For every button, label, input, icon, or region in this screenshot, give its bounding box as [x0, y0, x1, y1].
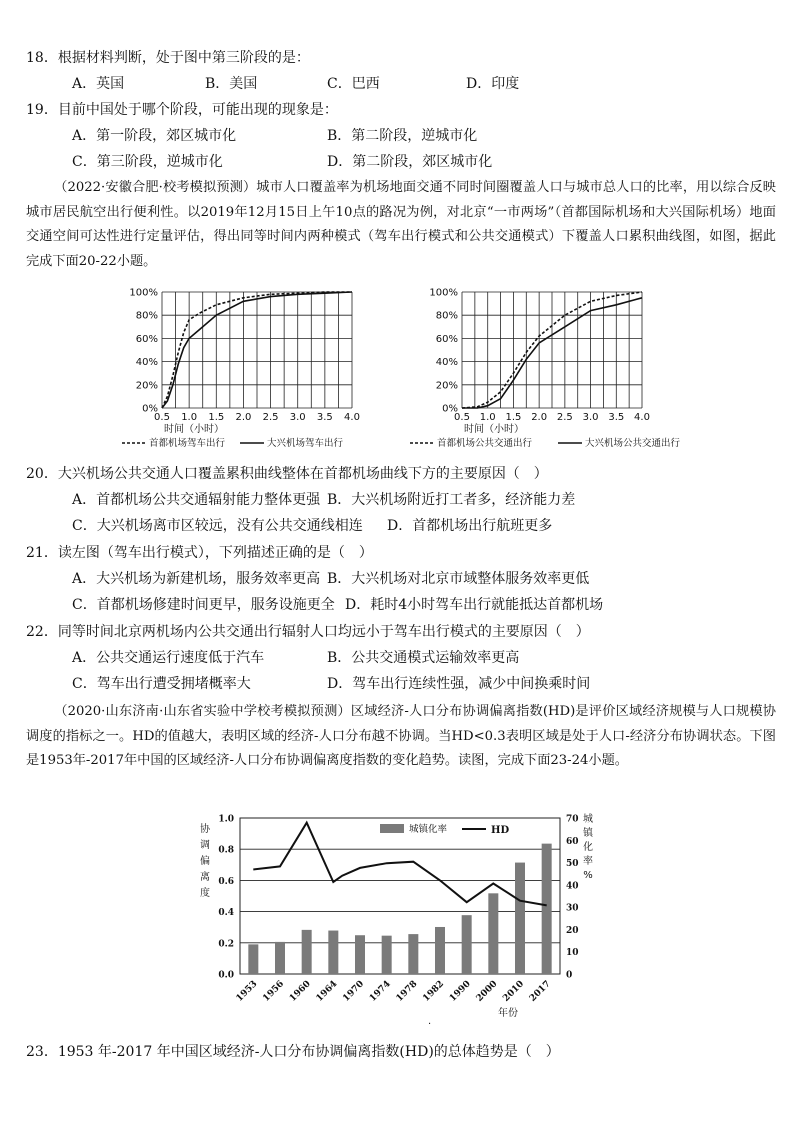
- x-tick-label: 3.5: [608, 412, 625, 423]
- chart-dot: .: [428, 1016, 432, 1027]
- q21-option-b: B．大兴机场对北京市域整体服务效率更低: [327, 571, 590, 587]
- y-tick-label: 40%: [135, 357, 158, 369]
- x-tick-label: 1.5: [505, 412, 522, 423]
- q20-option-b: B．大兴机场附近打工者多，经济能力差: [327, 492, 576, 508]
- chart-hd-urbanization: [190, 808, 610, 1028]
- y2-tick-label: 40: [566, 881, 579, 892]
- chart-transit-coverage: [410, 284, 710, 454]
- x-tick-label: 3.0: [582, 412, 599, 423]
- y-tick-label: 0%: [442, 403, 458, 415]
- x-tick-label: 1.0: [479, 412, 496, 423]
- q20-option-a: A．首都机场公共交通辐射能力整体更强: [72, 492, 321, 508]
- legend-label: 城镇化率: [409, 824, 448, 835]
- x-tick-label: 1978: [394, 979, 420, 1004]
- y2-tick-label: 0: [566, 970, 573, 981]
- x-tick-label: 1956: [261, 979, 287, 1004]
- y2-tick-label: 30: [566, 903, 579, 914]
- y-tick-label: 80%: [135, 310, 158, 322]
- passage-airport: [26, 176, 776, 274]
- bar-urbanization: [328, 931, 338, 974]
- x-tick-label: 1.5: [208, 412, 225, 423]
- y-tick-label: 80%: [435, 310, 458, 322]
- passage-hd: [26, 700, 776, 774]
- q19-option-d: D．第二阶段，郊区城市化: [327, 154, 493, 170]
- legend-swatch-bar: [380, 824, 404, 833]
- x-tick-label: 2.5: [556, 412, 573, 423]
- x-tick-label: 4.0: [344, 412, 360, 423]
- q22-option-c: C．驾车出行遭受拥堵概率大: [72, 676, 251, 692]
- legend-label: 首都机场驾车出行: [149, 438, 226, 449]
- q22-stem: 22．同等时间北京两机场内公共交通出行辐射人口均远小于驾车出行模式的主要原因（ ）: [26, 624, 590, 640]
- bar-urbanization: [275, 942, 285, 974]
- q18-option-c: C．巴西: [327, 76, 380, 92]
- passage-airport-text: （2022·安徽合肥·校考模拟预测）城市人口覆盖率为机场地面交通不同时间圈覆盖人口与城市总人口的比率，用以综合反映城市居民航空出行便利性。以2019年12月15日上午10点的路况为例，对北京“一市两场”（首都国际机场和大兴国际机场）地面交通空间可达性进行定量评估，得出同等时间内两种模式（驾车出行模式和公共交通模式）下覆盖人口累积曲线图，如图，据此完成下面20-22小题。: [26, 180, 776, 269]
- y-tick-label: 60%: [435, 333, 458, 345]
- q18-option-a: A．英国: [72, 76, 125, 92]
- y-tick-label: 0.2: [218, 939, 234, 950]
- x-tick-label: 2017: [527, 979, 553, 1004]
- q22-option-b: B．公共交通模式运输效率更高: [327, 650, 520, 666]
- y2-axis-label-char: %: [583, 870, 593, 881]
- y-tick-label: 60%: [135, 333, 158, 345]
- q18-option-b: B．美国: [205, 76, 258, 92]
- bar-urbanization: [382, 936, 392, 974]
- passage-hd-text: （2020·山东济南·山东省实验中学校考模拟预测）区域经济-人口分布协调偏离指数(HD)是评价区域经济规模与人口规模协调度的指标之一。HD的值越大，表明区域的经济-人口分布越不协调。当HD<0.3表明区域是处于人口-经济分布协调状态。下图是1953年-2017年中国的区域经济-人口分布协调偏离度指数的变化趋势。读图，完成下面23-24小题。: [26, 704, 776, 768]
- bar-urbanization: [355, 935, 365, 974]
- y-tick-label: 0.8: [218, 845, 234, 856]
- x-tick-label: 1974: [367, 979, 393, 1004]
- q18-option-d: D．印度: [466, 76, 520, 92]
- y-axis-label-char: 调: [200, 840, 210, 851]
- x-tick-label: 1982: [421, 979, 447, 1004]
- x-tick-label: 2.0: [235, 412, 252, 423]
- q21-option-a: A．大兴机场为新建机场，服务效率更高: [72, 571, 321, 587]
- y-axis-label-char: 度: [200, 888, 210, 899]
- x-tick-label: 2.0: [531, 412, 548, 423]
- y-axis-label-char: 协: [200, 824, 210, 835]
- y-axis-label-char: 偏: [200, 856, 210, 867]
- y2-axis-label-char: 率: [583, 856, 593, 867]
- x-tick-label: 1953: [234, 979, 260, 1004]
- x-tick-label: 1960: [287, 979, 313, 1004]
- y2-axis-label-char: 镇: [583, 828, 593, 839]
- x-tick-label: 2000: [474, 979, 500, 1004]
- x-tick-label: 2.5: [262, 412, 279, 423]
- q19-option-c: C．第三阶段，逆城市化: [72, 154, 223, 170]
- x-tick-label: 1.0: [181, 412, 198, 423]
- x-axis-label: 时间（小时）: [164, 424, 224, 435]
- q22-option-a: A．公共交通运行速度低于汽车: [72, 650, 265, 666]
- legend-label: 大兴机场驾车出行: [267, 438, 344, 449]
- chart-driving-coverage: [120, 284, 390, 454]
- y-tick-label: 0.0: [218, 970, 234, 981]
- y-tick-label: 0%: [142, 403, 158, 415]
- x-tick-label: 1964: [314, 979, 340, 1004]
- x-tick-label: 4.0: [634, 412, 650, 423]
- y-tick-label: 100%: [429, 287, 458, 299]
- x-tick-label: 0.5: [154, 412, 170, 423]
- x-tick-label: 1970: [341, 979, 367, 1004]
- y-tick-label: 20%: [135, 380, 158, 392]
- q18-stem: 18．根据材料判断，处于图中第三阶段的是：: [26, 50, 310, 66]
- bar-urbanization: [515, 863, 525, 974]
- y-axis-label-char: 离: [200, 872, 210, 883]
- bar-urbanization: [488, 893, 498, 974]
- y2-tick-label: 60: [566, 836, 579, 847]
- y2-tick-label: 20: [566, 925, 579, 936]
- q20-option-d: D．首都机场出行航班更多: [387, 518, 553, 534]
- y2-tick-label: 10: [566, 948, 579, 959]
- legend-label: 大兴机场公共交通出行: [585, 438, 681, 449]
- y2-tick-label: 50: [566, 859, 579, 870]
- y-tick-label: 20%: [435, 380, 458, 392]
- bar-urbanization: [302, 930, 312, 974]
- legend-label: HD: [491, 825, 510, 836]
- legend-label: 首都机场公共交通出行: [437, 438, 533, 449]
- x-tick-label: 3.5: [316, 412, 333, 423]
- x-tick-label: 2010: [501, 979, 527, 1004]
- q21-option-d: D．耗时4小时驾车出行就能抵达首都机场: [345, 597, 604, 613]
- q19-stem: 19．目前中国处于哪个阶段，可能出现的现象是：: [26, 102, 338, 118]
- q21-option-c: C．首都机场修建时间更早，服务设施更全: [72, 597, 335, 613]
- y2-axis-label-char: 城: [583, 814, 593, 825]
- x-tick-label: 0.5: [454, 412, 470, 423]
- x-axis-label: 时间（小时）: [464, 424, 524, 435]
- y2-tick-label: 70: [566, 814, 579, 825]
- x-tick-label: 3.0: [289, 412, 306, 423]
- q22-option-d: D．驾车出行连续性强，减少中间换乘时间: [327, 676, 591, 692]
- q20-option-c: C．大兴机场离市区较远，没有公共交通线相连: [72, 518, 363, 534]
- x-tick-label: 1990: [447, 979, 473, 1004]
- q21-stem: 21．读左图（驾车出行模式），下列描述正确的是（ ）: [26, 545, 373, 561]
- y-tick-label: 100%: [129, 287, 158, 299]
- y-tick-label: 0.6: [218, 876, 234, 887]
- y2-axis-label-char: 化: [583, 842, 593, 853]
- y-tick-label: 0.4: [218, 908, 234, 919]
- bar-urbanization: [542, 844, 552, 974]
- q19-option-a: A．第一阶段，郊区城市化: [72, 128, 237, 144]
- q20-stem: 20．大兴机场公共交通人口覆盖累积曲线整体在首都机场曲线下方的主要原因（ ）: [26, 466, 548, 482]
- q23-stem: 23．1953 年-2017 年中国区域经济-人口分布协调偏离指数(HD)的总体趋势是（ ）: [26, 1044, 560, 1060]
- y-tick-label: 40%: [435, 357, 458, 369]
- x-axis-label: 年份: [498, 1008, 518, 1019]
- bar-urbanization: [462, 915, 472, 974]
- bar-urbanization: [248, 944, 258, 974]
- bar-urbanization: [408, 934, 418, 974]
- q19-option-b: B．第二阶段，逆城市化: [327, 128, 478, 144]
- y-tick-label: 1.0: [218, 814, 234, 825]
- bar-urbanization: [435, 927, 445, 974]
